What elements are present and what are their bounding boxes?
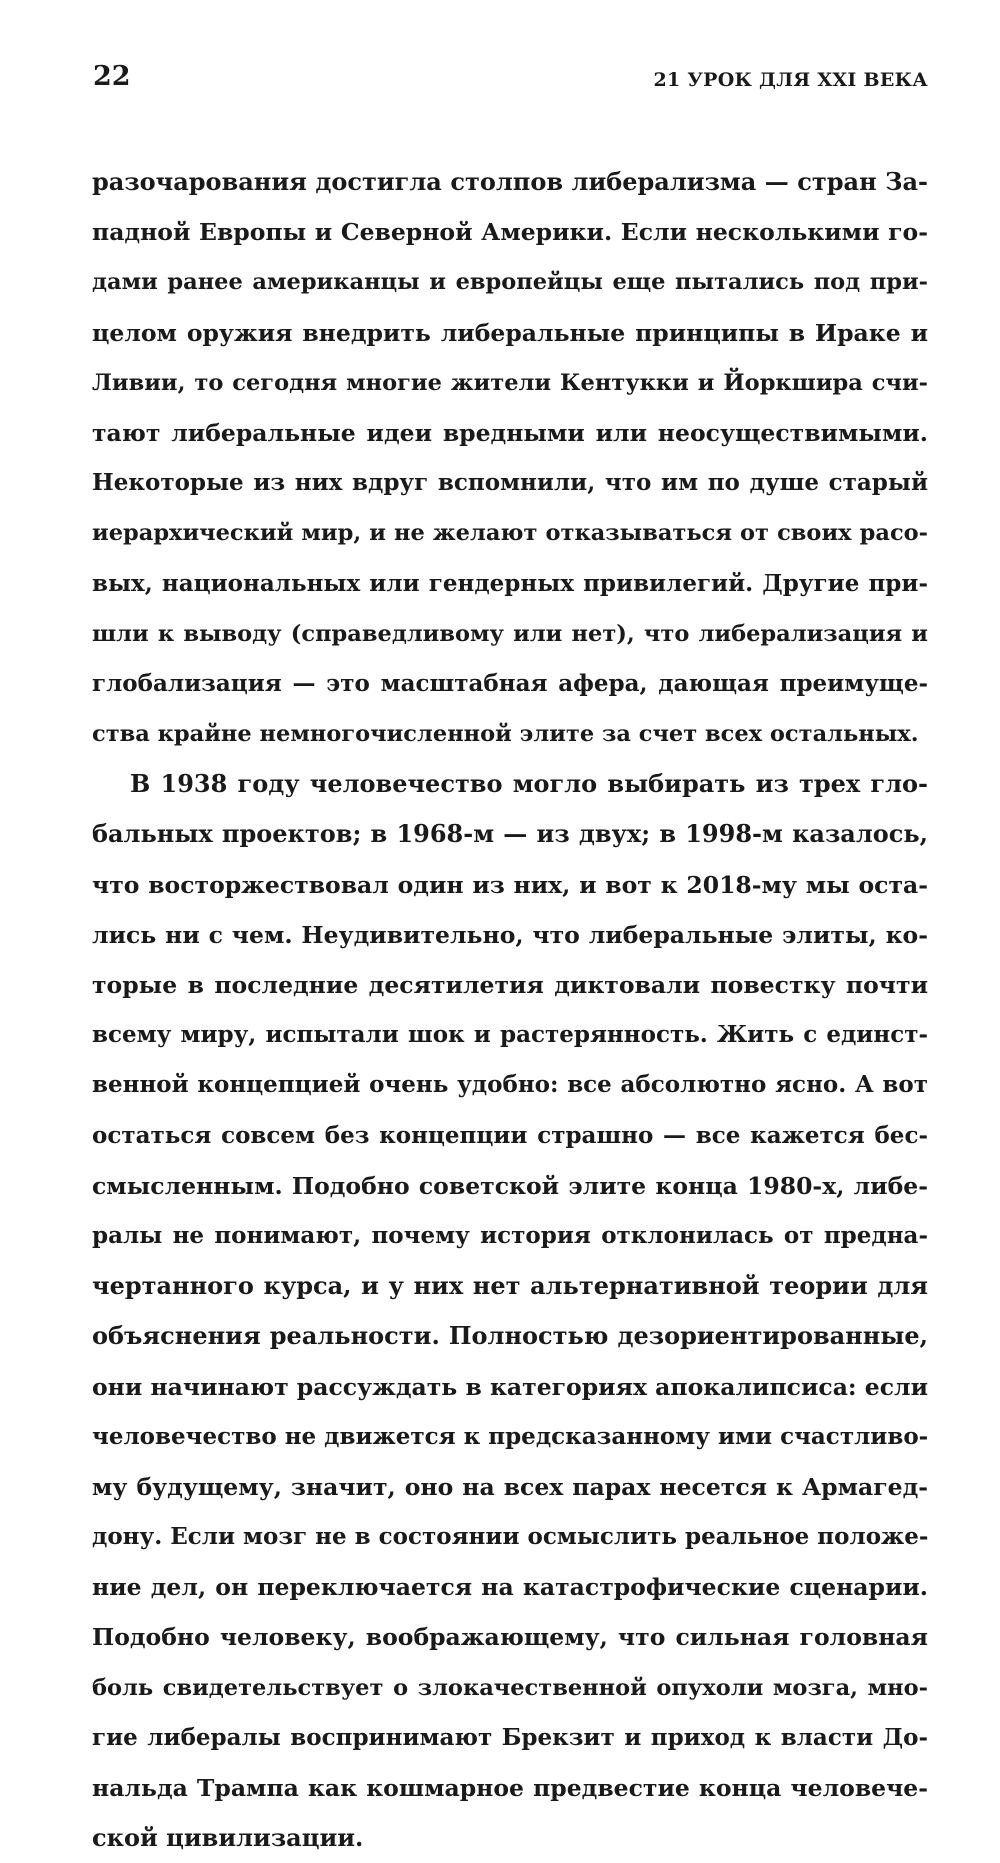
text-line: всему миру, испытали шок и растерянность. Жить с единст- xyxy=(92,1021,928,1049)
running-title: 21 УРОК ДЛЯ XXI ВЕКА xyxy=(653,69,928,91)
text-line: что восторжествовал один из них, и вот к 2018-му мы оста- xyxy=(92,870,928,899)
text-line: Подобно человеку, воображающему, что сильная головная xyxy=(92,1623,928,1652)
text-line: тают либеральные идеи вредными или неосуществимыми. xyxy=(92,418,928,447)
paragraph xyxy=(92,759,928,1863)
text-line: венной концепцией очень удобно: все абсолютно ясно. А вот xyxy=(92,1071,928,1099)
text-line: ской цивилизации. xyxy=(92,1823,364,1853)
text-line: му будущему, значит, оно на всех парах несется к Армагед- xyxy=(92,1472,928,1501)
text-line: чертанного курса, и у них нет альтернативной теории для xyxy=(92,1271,928,1301)
text-line: Некоторые из них вдруг вспомнили, что им по душе старый xyxy=(92,469,928,497)
text-line: целом оружия внедрить либеральные принципы в Ираке и xyxy=(92,318,928,347)
text-line: дону. Если мозг не в состоянии осмыслить реальное положе- xyxy=(92,1523,928,1551)
text-line: человечество не движется к предсказанному ими счастливо- xyxy=(92,1422,928,1450)
text-line: торые в последние десятилетия диктовали повестку почти xyxy=(92,971,928,999)
text-line: остаться совсем без концепции страшно — все кажется бес- xyxy=(92,1121,928,1149)
text-line: ства крайне немногочисленной элите за счет всех остальных. xyxy=(92,721,919,748)
text-line: падной Европы и Северной Америки. Если несколькими го- xyxy=(92,218,928,247)
text-line: объяснения реальности. Полностью дезориентированные, xyxy=(92,1321,928,1351)
text-line: ралы не понимают, почему история отклонилась от предна- xyxy=(92,1221,928,1249)
text-line: ние дел, он переключается на катастрофические сценарии. xyxy=(92,1573,928,1602)
text-line: глобализация — это масштабная афера, дающая преимуще- xyxy=(92,669,928,697)
text-line: нальда Трампа как кошмарное предвестие конца человече- xyxy=(92,1774,928,1802)
paragraph xyxy=(92,157,928,759)
text-line: вых, национальных или гендерных привилегий. Другие при- xyxy=(92,569,928,597)
text-line: Ливии, то сегодня многие жители Кентукки и Йоркшира счи- xyxy=(92,369,928,396)
text-line: боль свидетельствует о злокачественной опухоли мозга, мно- xyxy=(92,1674,928,1701)
page-number: 22 xyxy=(93,61,131,92)
text-line: разочарования достигла столпов либерализма — стран За- xyxy=(92,167,928,196)
text-line: лись ни с чем. Неудивительно, что либеральные элиты, ко- xyxy=(92,920,928,949)
text-line: иерархический мир, и не желают отказываться от своих расо- xyxy=(92,520,928,547)
text-line: шли к выводу (справедливому или нет), что либерализация и xyxy=(92,620,928,647)
text-line: гие либералы воспринимают Брекзит и приход к власти До- xyxy=(92,1723,928,1751)
body-text xyxy=(92,157,928,1863)
text-line: смысленным. Подобно советской элите конца 1980-х, либе- xyxy=(92,1171,928,1200)
text-line: дами ранее американцы и европейцы еще пытались под при- xyxy=(92,269,928,296)
text-line: бальных проектов; в 1968-м — из двух; в 1998-м казалось, xyxy=(92,819,928,849)
text-line: В 1938 году человечество могло выбирать из трех гло- xyxy=(130,769,928,799)
text-line: они начинают рассуждать в категориях апокалипсиса: если xyxy=(92,1372,928,1401)
